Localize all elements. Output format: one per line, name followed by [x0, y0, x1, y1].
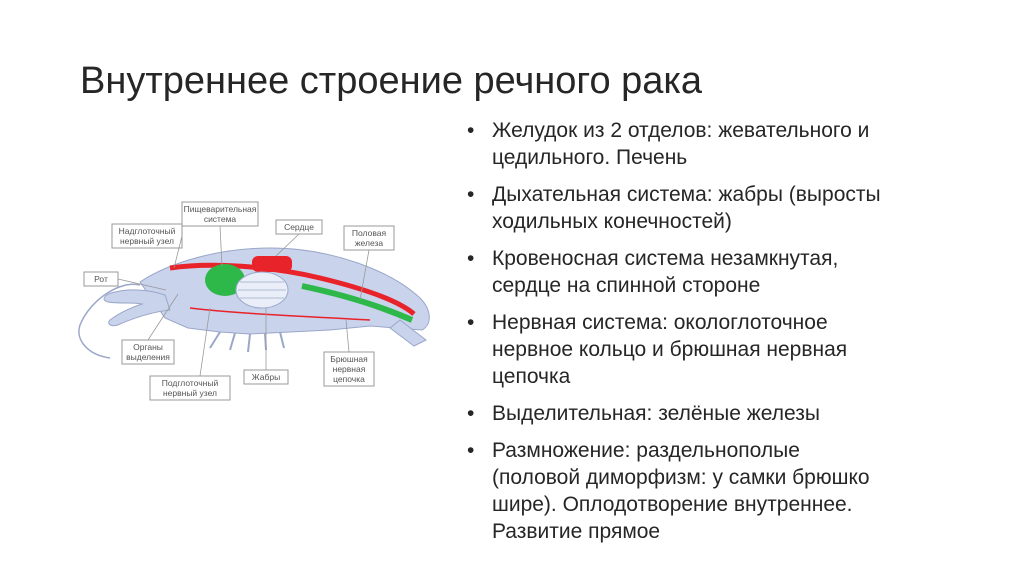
crayfish-claw: [104, 290, 170, 326]
bullet-excretory: [467, 400, 987, 427]
label-mouth: [84, 272, 118, 286]
label-text: Брюшная: [330, 354, 368, 364]
label-text: цепочка: [333, 374, 365, 384]
bullet-circulatory: [467, 245, 987, 299]
label-text: выделения: [126, 352, 170, 362]
bullet-stomach: [467, 117, 987, 171]
bullet-line: (половой диморфизм: у самки брюшко: [492, 466, 870, 489]
label-sub-ganglion: [150, 376, 230, 400]
bullet-line: Дыхательная система: жабры (выросты: [492, 183, 881, 206]
label-heart: [276, 220, 322, 234]
label-text: Рот: [94, 274, 108, 284]
label-digestive: [182, 202, 258, 226]
bullet-marker: •: [467, 439, 475, 462]
label-excretory: [122, 340, 174, 364]
bullet-marker: •: [467, 311, 475, 334]
bullet-line: цепочка: [492, 365, 571, 388]
bullet-line: Желудок из 2 отделов: жевательного и: [492, 119, 870, 142]
bullet-respiratory: [467, 181, 987, 235]
label-text: Жабры: [251, 372, 281, 382]
label-text: нервный узел: [119, 236, 175, 246]
bullet-line: ходильных конечностей): [492, 210, 732, 233]
label-text: система: [203, 214, 237, 224]
label-text: Половая: [351, 228, 387, 238]
bullet-line: шире). Оплодотворение внутреннее.: [492, 493, 853, 516]
crayfish-anatomy-figure: [70, 190, 440, 410]
bullet-line: Нервная система: окологлоточное: [492, 311, 828, 334]
label-text: нервная: [332, 364, 366, 374]
label-text: железа: [354, 238, 384, 248]
bullet-line: Размножение: раздельнополые: [492, 439, 800, 462]
label-gills: [244, 370, 288, 384]
bullet-marker: •: [467, 183, 475, 206]
label-gonad: [344, 226, 394, 250]
crayfish-legs: [210, 332, 284, 352]
bullet-line: нервное кольцо и брюшная нервная: [492, 338, 848, 361]
bullet-line: цедильного. Печень: [492, 146, 688, 169]
heart: [252, 256, 292, 272]
bullet-reproduction: [467, 437, 987, 545]
bullet-marker: •: [467, 247, 475, 270]
bullet-line: Выделительная: зелёные железы: [492, 402, 820, 425]
label-text: Подглоточный: [161, 378, 219, 388]
label-text: Надглоточный: [118, 226, 176, 236]
bullet-marker: •: [467, 402, 475, 425]
crayfish-anatomy-diagram: [70, 190, 440, 410]
label-supra-ganglion: [112, 224, 182, 248]
bullet-list: [467, 117, 987, 555]
label-text: нервный узел: [162, 388, 218, 398]
bullet-marker: •: [467, 119, 475, 142]
label-text: Органы: [133, 342, 163, 352]
bullet-line: Кровеносная система незамкнутая,: [492, 247, 839, 270]
bullet-line: сердце на спинной стороне: [492, 274, 761, 297]
label-text: Сердце: [284, 222, 314, 232]
slide-title: Внутреннее строение речного рака: [80, 60, 703, 102]
label-nerve-cord: [324, 352, 374, 386]
bullet-nervous: [467, 309, 987, 390]
label-text: Пищеварительная: [183, 204, 257, 214]
bullet-line: Развитие прямое: [492, 520, 661, 543]
